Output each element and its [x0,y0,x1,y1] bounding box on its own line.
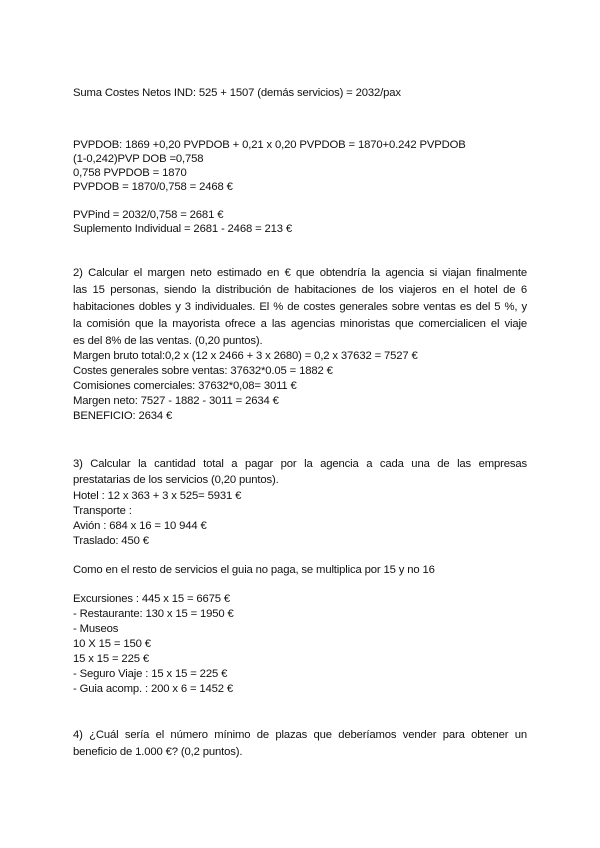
question-4-line: beneficio de 1.000 €? (0,2 puntos). [73,746,243,758]
question-2-line: es del 8% de las ventas. (0,20 puntos). [73,335,263,347]
text-line: Suma Costes Netos IND: 525 + 1507 (demás servicios) = 2032/pax [73,87,401,99]
text-line: Como en el resto de servicios el guia no paga, se multiplica por 15 y no 16 [73,564,435,576]
text-line: PVPDOB: 1869 +0,20 PVPDOB + 0,21 x 0,20 PVPDOB = 1870+0.242 PVPDOB [73,139,466,151]
text-line: - Seguro Viaje : 15 x 15 = 225 € [73,668,228,680]
text-line: - Guia acomp. : 200 x 6 = 1452 € [73,683,234,695]
text-line: PVPDOB = 1870/0,758 = 2468 € [73,181,233,193]
text-line: Suplemento Individual = 2681 - 2468 = 213 € [73,223,293,235]
text-line: PVPind = 2032/0,758 = 2681 € [73,209,224,221]
text-line: 0,758 PVPDOB = 1870 [73,167,187,179]
text-line: Costes generales sobre ventas: 37632*0.05 = 1882 € [73,365,333,377]
text-line: - Museos [73,623,119,635]
text-line: Hotel : 12 x 363 + 3 x 525= 5931 € [73,490,242,502]
question-3-line: prestatarias de los servicios (0,20 puntos). [73,474,279,486]
text-line: 10 X 15 = 150 € [73,638,151,650]
question-2-line: las 15 personas, siendo la distribución de habitaciones de los viajeros en el hotel de 6 [73,284,527,296]
text-line: - Restaurante: 130 x 15 = 1950 € [73,608,234,620]
text-line: BENEFICIO: 2634 € [73,410,173,422]
question-2-line: habitaciones dobles y 3 individuales. El % de costes generales sobre ventas es del 5 %, y [73,301,527,313]
question-4-line: 4) ¿Cuál sería el número mínimo de plazas que deberíamos vender para obtener un [73,729,527,741]
text-line: Margen neto: 7527 - 1882 - 3011 = 2634 € [73,395,279,407]
text-line: Margen bruto total:0,2 x (12 x 2466 + 3 x 2680) = 0,2 x 37632 = 7527 € [73,350,418,362]
text-line: Traslado: 450 € [73,535,149,547]
text-line: (1-0,242)PVP DOB =0,758 [73,153,204,165]
text-line: Comisiones comerciales: 37632*0,08= 3011 € [73,380,297,392]
text-line: Avión : 684 x 16 = 10 944 € [73,520,207,532]
question-3-line: 3) Calcular la cantidad total a pagar por la agencia a cada una de las empresas [73,458,527,470]
text-line: Transporte : [73,505,132,517]
text-line: Excursiones : 445 x 15 = 6675 € [73,593,231,605]
text-line: 15 x 15 = 225 € [73,653,149,665]
question-2-line: la comisión que la mayorista ofrece a las agencias minoristas que comercialicen el viaje [73,318,527,330]
question-2-line: 2) Calcular el margen neto estimado en € que obtendría la agencia si viajan finalmente [73,267,527,279]
